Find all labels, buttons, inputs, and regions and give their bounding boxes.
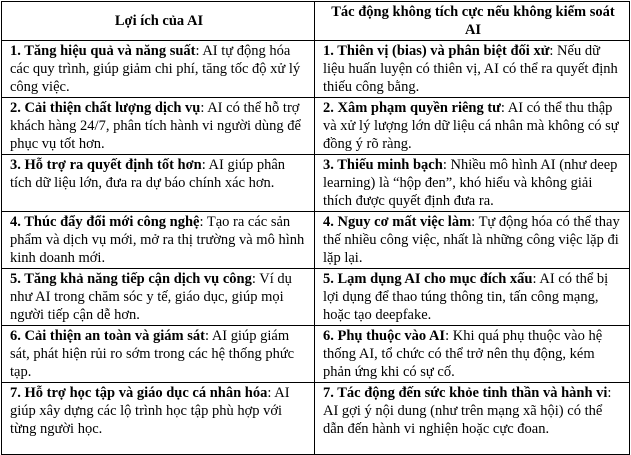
risk-text: : AI gợi ý nội dung (như trên mạng xã hội) có thể dẫn đến hành vi nghiện hoặc cực đoan. xyxy=(323,385,612,437)
risk-title: 1. Thiên vị (bias) và phân biệt đối xử xyxy=(323,43,550,59)
risk-cell xyxy=(315,155,630,212)
risk-cell xyxy=(315,98,630,155)
risk-title: 5. Lạm dụng AI cho mục đích xấu xyxy=(323,271,533,287)
table-header-row xyxy=(2,2,630,41)
benefit-text: : AI giúp xây dựng các lộ trình học tập phù hợp với từng người học. xyxy=(10,385,290,437)
table-row xyxy=(2,155,630,212)
benefit-cell xyxy=(2,383,315,455)
table-row xyxy=(2,326,630,383)
risk-text: : AI có thể thu thập và xử lý lượng lớn dữ liệu cá nhân mà không có sự đồng ý rõ ràng. xyxy=(323,100,619,152)
comparison-table xyxy=(1,1,630,455)
risk-text: : Khi quá phụ thuộc vào hệ thống AI, tổ chức có thể trở nên thụ động, kém phản ứng khi có sự cố. xyxy=(323,328,603,380)
benefit-text: : Ví dụ như AI trong chăm sóc y tế, giáo dục, giúp mọi người tiếp cận dễ hơn. xyxy=(10,271,292,323)
risk-title: 7. Tác động đến sức khỏe tinh thần và hành vi xyxy=(323,385,608,401)
header-risks: Tác động không tích cực nếu không kiểm soát AI xyxy=(315,2,630,41)
benefit-text: : AI giúp giám sát, phát hiện rủi ro sớm trong các hệ thống phức tạp. xyxy=(10,328,295,380)
risk-title: 3. Thiếu minh bạch xyxy=(323,157,443,173)
table-row xyxy=(2,41,630,98)
risk-title: 6. Phụ thuộc vào AI xyxy=(323,328,446,344)
benefit-title: 4. Thúc đẩy đổi mới công nghệ xyxy=(10,214,200,230)
benefit-cell xyxy=(2,155,315,212)
benefit-title: 3. Hỗ trợ ra quyết định tốt hơn xyxy=(10,157,202,173)
benefit-text: : AI có thể hỗ trợ khách hàng 24/7, phân tích hành vi người dùng để phục vụ tốt hơn. xyxy=(10,100,301,152)
risk-cell xyxy=(315,269,630,326)
risk-text: : Tự động hóa có thể thay thế nhiều công việc, nhất là những công việc lặp đi lặp lại. xyxy=(323,214,620,266)
table-row xyxy=(2,269,630,326)
risk-title: 2. Xâm phạm quyền riêng tư xyxy=(323,100,501,116)
table-row xyxy=(2,383,630,455)
benefit-title: 2. Cải thiện chất lượng dịch vụ xyxy=(10,100,201,116)
benefit-cell xyxy=(2,212,315,269)
table-row xyxy=(2,212,630,269)
risk-cell xyxy=(315,383,630,455)
benefit-text: : AI tự động hóa các quy trình, giúp giảm chi phí, tăng tốc độ xử lý công việc. xyxy=(10,43,301,95)
risk-cell xyxy=(315,212,630,269)
benefit-title: 1. Tăng hiệu quả và năng suất xyxy=(10,43,196,59)
benefit-cell xyxy=(2,269,315,326)
risk-text: : Nếu dữ liệu huấn luyện có thiên vị, AI có thể ra quyết định thiếu công bằng. xyxy=(323,43,618,95)
benefit-title: 7. Hỗ trợ học tập và giáo dục cá nhân hóa xyxy=(10,385,268,401)
risk-text: : AI có thể bị lợi dụng để thao túng thông tin, tấn công mạng, hoặc tạo deepfake. xyxy=(323,271,609,323)
risk-title: 4. Nguy cơ mất việc làm xyxy=(323,214,472,230)
benefit-text: : Tạo ra các sản phẩm và dịch vụ mới, mở ra thị trường và mô hình kinh doanh mới. xyxy=(10,214,305,266)
benefit-cell xyxy=(2,326,315,383)
header-benefits: Lợi ích của AI xyxy=(2,2,315,41)
benefit-cell xyxy=(2,41,315,98)
benefit-text: : AI giúp phân tích dữ liệu lớn, đưa ra dự báo chính xác hơn. xyxy=(10,157,286,191)
table-row xyxy=(2,98,630,155)
risk-text: : Nhiều mô hình AI (như deep learning) là “hộp đen”, khó hiểu và không giải thích được quyết định đưa ra. xyxy=(323,157,618,209)
benefit-title: 5. Tăng khả năng tiếp cận dịch vụ công xyxy=(10,271,252,287)
benefit-cell xyxy=(2,98,315,155)
benefit-title: 6. Cải thiện an toàn và giám sát xyxy=(10,328,205,344)
risk-cell xyxy=(315,326,630,383)
risk-cell xyxy=(315,41,630,98)
